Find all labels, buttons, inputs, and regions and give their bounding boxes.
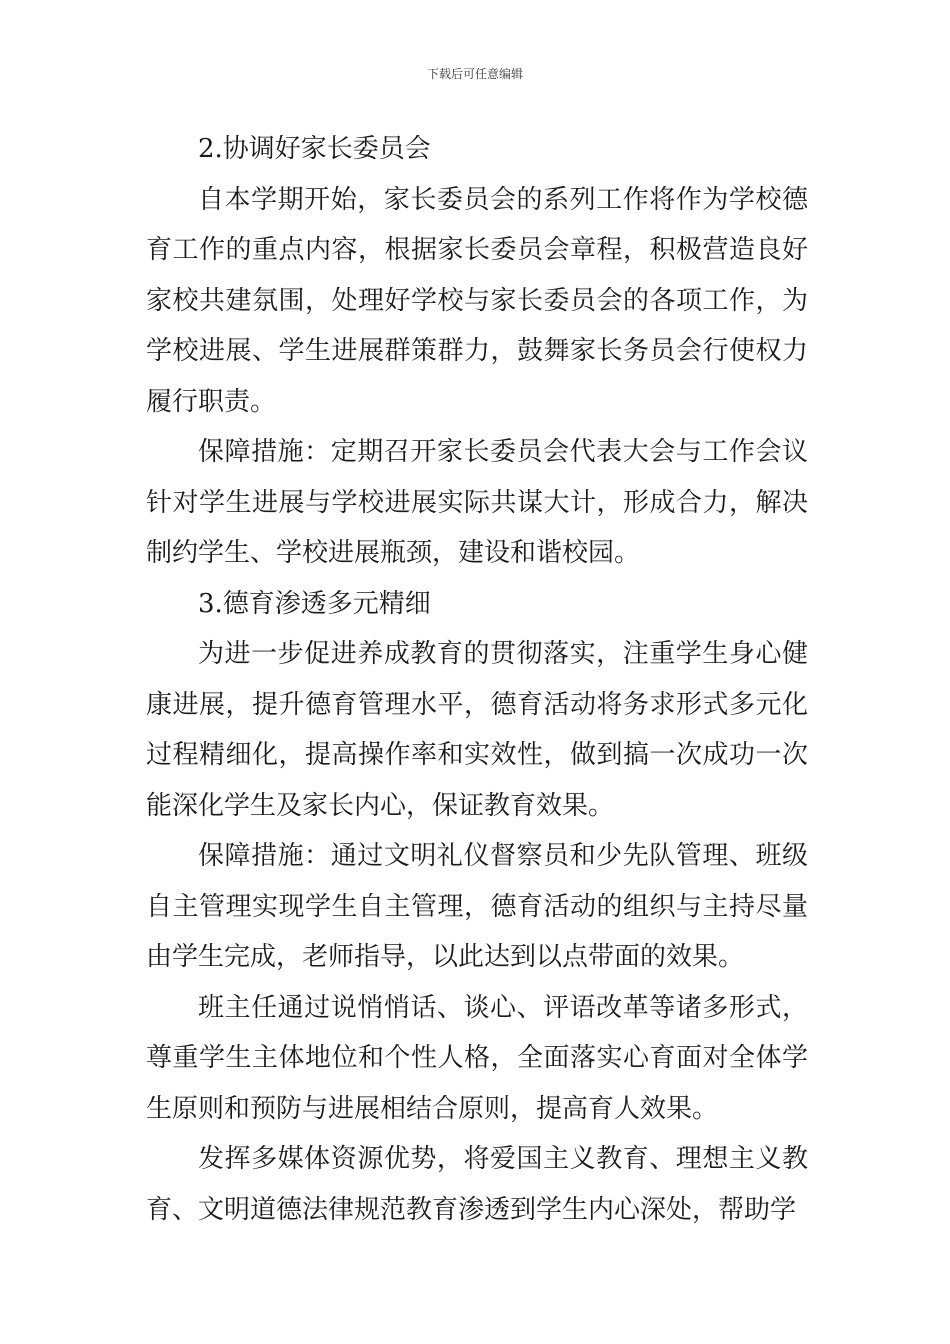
paragraph: 自本学期开始，家长委员会的系列工作将作为学校德育工作的重点内容，根据家长委员会章程，积极营造良好家校共建氛围，处理好学校与家长委员会的各项工作，为学校进展、学生进展群策群力，鼓舞家长务员会行使权力履行职责。 xyxy=(146,184,808,417)
section-heading-3: 3.德育渗透多元精细 xyxy=(198,588,431,619)
page-header-note: 下载后可任意编辑 xyxy=(426,67,523,81)
paragraph: 为进一步促进养成教育的贯彻落实，注重学生身心健康进展，提升德育管理水平，德育活动将务求形式多元化过程精细化，提高操作率和实效性，做到搞一次成功一次能深化学生及家长内心，保证教育效果。 xyxy=(146,639,808,821)
document-body xyxy=(146,124,808,1235)
paragraph: 班主任通过说悄悄话、谈心、评语改革等诸多形式，尊重学生主体地位和个性人格，全面落实心育面对全体学生原则和预防与进展相结合原则，提高育人效果。 xyxy=(146,992,808,1124)
section-heading-2: 2.协调好家长委员会 xyxy=(198,134,431,164)
paragraph: 保障措施：通过文明礼仪督察员和少先队管理、班级自主管理实现学生自主管理，德育活动的组织与主持尽量由学生完成，老师指导，以此达到以点带面的效果。 xyxy=(146,841,808,972)
paragraph: 发挥多媒体资源优势，将爱国主义教育、理想主义教育、文明道德法律规范教育渗透到学生内心深处，帮助学 xyxy=(146,1144,808,1225)
paragraph: 保障措施：定期召开家长委员会代表大会与工作会议针对学生进展与学校进展实际共谋大计，形成合力，解决制约学生、学校进展瓶颈，建设和谐校园。 xyxy=(146,437,808,568)
